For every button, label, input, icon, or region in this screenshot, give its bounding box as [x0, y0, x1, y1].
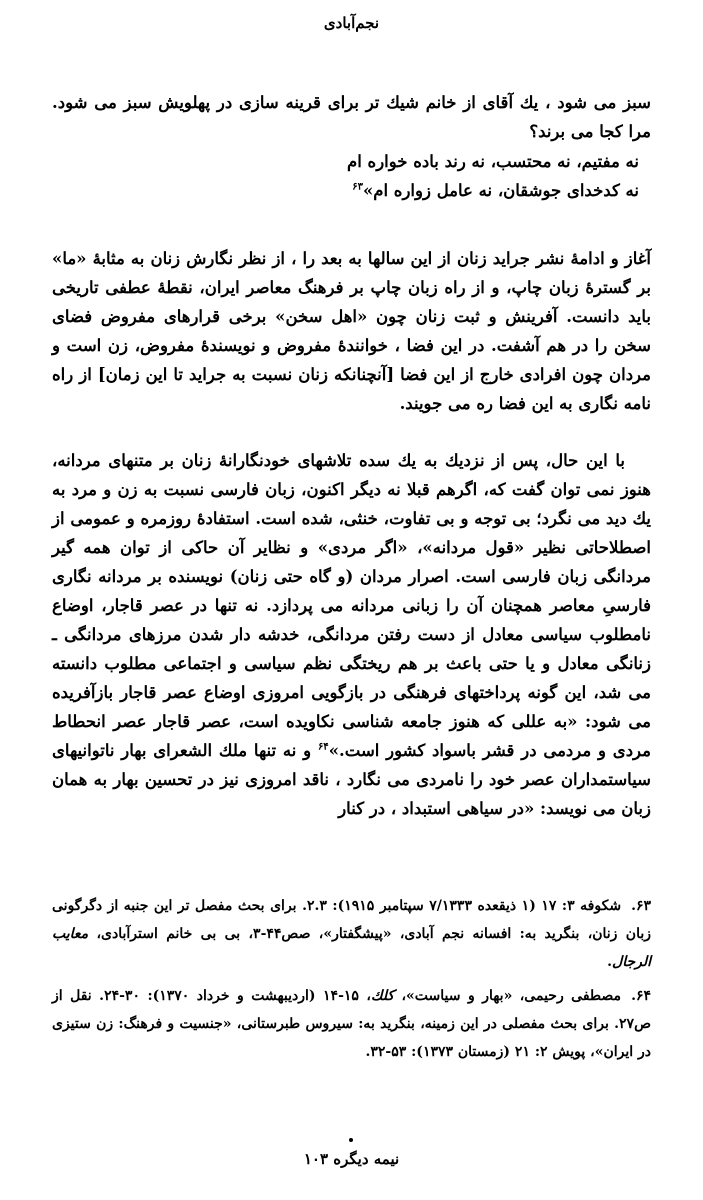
- footnote-number: ۶۳.: [631, 898, 651, 914]
- poem-block: [347, 147, 639, 205]
- poem-line-2-text: نه كدخدای جوشقان، نه عامل زواره ام»: [362, 181, 639, 200]
- body-paragraph-2-text-b: و نه تنها ملك الشعرای بهار ناتوانیهای سیاستمداران عصر خود را نامردی می نگارد ، ناقد امروزی نیز در تحسین بهار به همان زبان می نویسد: «در سیاهی استبداد ، در كنار: [52, 741, 651, 818]
- footnote-text: مصطفی رحیمی، «بهار و سیاست»،: [394, 988, 622, 1004]
- footnote-text-end: ، ۱۵-۱۴ (اردیبهشت و خرداد ۱۳۷۰): ۳۰-۲۴. نقل از ص۲۷. برای بحث مفصلی در این زمینه، بنگرید به: سیروس طبرستانی، «جنسیت و فرهنگ: زن ستیزی در ایران»، پویش ۲: ۲۱ (زمستان ۱۳۷۳): ۵۳-۳۲.: [52, 988, 651, 1060]
- footnote-text-end: .: [607, 954, 613, 970]
- footnote-64: [52, 982, 651, 1066]
- body-paragraph-2-text-a: با این حال، پس از نزدیك به یك سده تلاشهای خودنگارانهٔ زنان بر متنهای مردانه، هنوز نمی توان گفت كه، اگرهم قبلا نه دیگر اكنون، زبان فارسی نسبت به زن و مرد به یك دید می نگرد؛ بی توجه و بی تفاوت، خنثی، شده است. استفادهٔ روزمره و عمومی از اصطلاحاتی نظیر «قول مردانه»، «اگر مردی» و نظایر آن حاكی از توان همه گیر مردانگی زبان فارسی است. اصرار مردان (و گاه حتی زنان) نویسنده بر مردانه نگاری فارسیِ معاصر همچنان آن را زبانی مردانه می پردازد. نه تنها در عصر قاجار، اوضاع نامطلوب سیاسی معادل از دست رفتن مردانگی، خدشه دار شدن مرزهای مردانگی ـ زنانگی معادل و یا حتی باعث بر هم ریختگی نظم سیاسی و اجتماعی مطلوب دانسته می شد، این گونه پرداختهای فرهنگی در بازگویی امروزی اوضاع عصر قاجار بازآفریده می شود: «به عللی كه هنوز جامعه شناسی نكاویده است، عصر قاجار عصر انحطاط مردی و مردمی در قشر باسواد كشور است.»: [52, 451, 651, 760]
- body-paragraph-1: آغاز و ادامهٔ نشر جراید زنان از این سالها به بعد را ، از نظر نگارش زنان به مثابهٔ «ما» بر گسترهٔ زبان چاپ، و از راه زبان چاپ بر فرهنگ معاصر ایران، نقطهٔ عطفی تاریخی باید دانست. آفرینش و ثبت زنان چون «اهل سخن» برخی قرارهای مفروض فضای سخن را در هم آشفت. در این فضا ، خوانندهٔ مفروض و نویسندهٔ مفروض، زن است و مردان چون افرادی خارج از این فضا [آنچنانکه زنان نسبت به جراید تا این زمان] از راه نامه نگاری به این فضا ره می جویند.: [52, 249, 651, 413]
- footnote-text: شكوفه ۳: ۱۷ (۱ ذیقعده ۷/۱۳۳۳ سپتامبر ۱۹۱۵): ۲.۳. برای بحث مفصل تر این جنبه از دگرگونی زبان زنان، بنگرید به: افسانه نجم آبادی، «پیشگفتار»، صص۴۴-۳، بی بی خانم استرآبادی،: [52, 898, 651, 942]
- footnotes-section: [52, 892, 651, 1072]
- footnote-ref-64[interactable]: ۶۴: [317, 741, 329, 753]
- footnote-ref-63[interactable]: ۶۳: [352, 181, 363, 193]
- running-header: نجم‌آبادی: [323, 14, 380, 32]
- footnote-63: [52, 892, 651, 976]
- poem-line-2: [347, 176, 639, 205]
- body-paragraph-2: [52, 446, 651, 823]
- intro-paragraph: سبز می شود ، یك آقای از خانم شیك تر برای قرینه سازی در پهلویش سبز می شود. مرا كجا می برند؟: [52, 93, 651, 141]
- page-footer: نیمه دیگره ۱۰۳: [303, 1150, 400, 1168]
- poem-line-1: نه مفتیم، نه محتسب، نه رند باده خواره ام: [347, 152, 639, 171]
- footnote-number: ۶۴.: [631, 988, 651, 1004]
- footnote-book-title: معایب الرجال: [52, 926, 651, 970]
- decorative-dot: [349, 1138, 353, 1142]
- footnote-journal-title: كلك: [370, 988, 395, 1004]
